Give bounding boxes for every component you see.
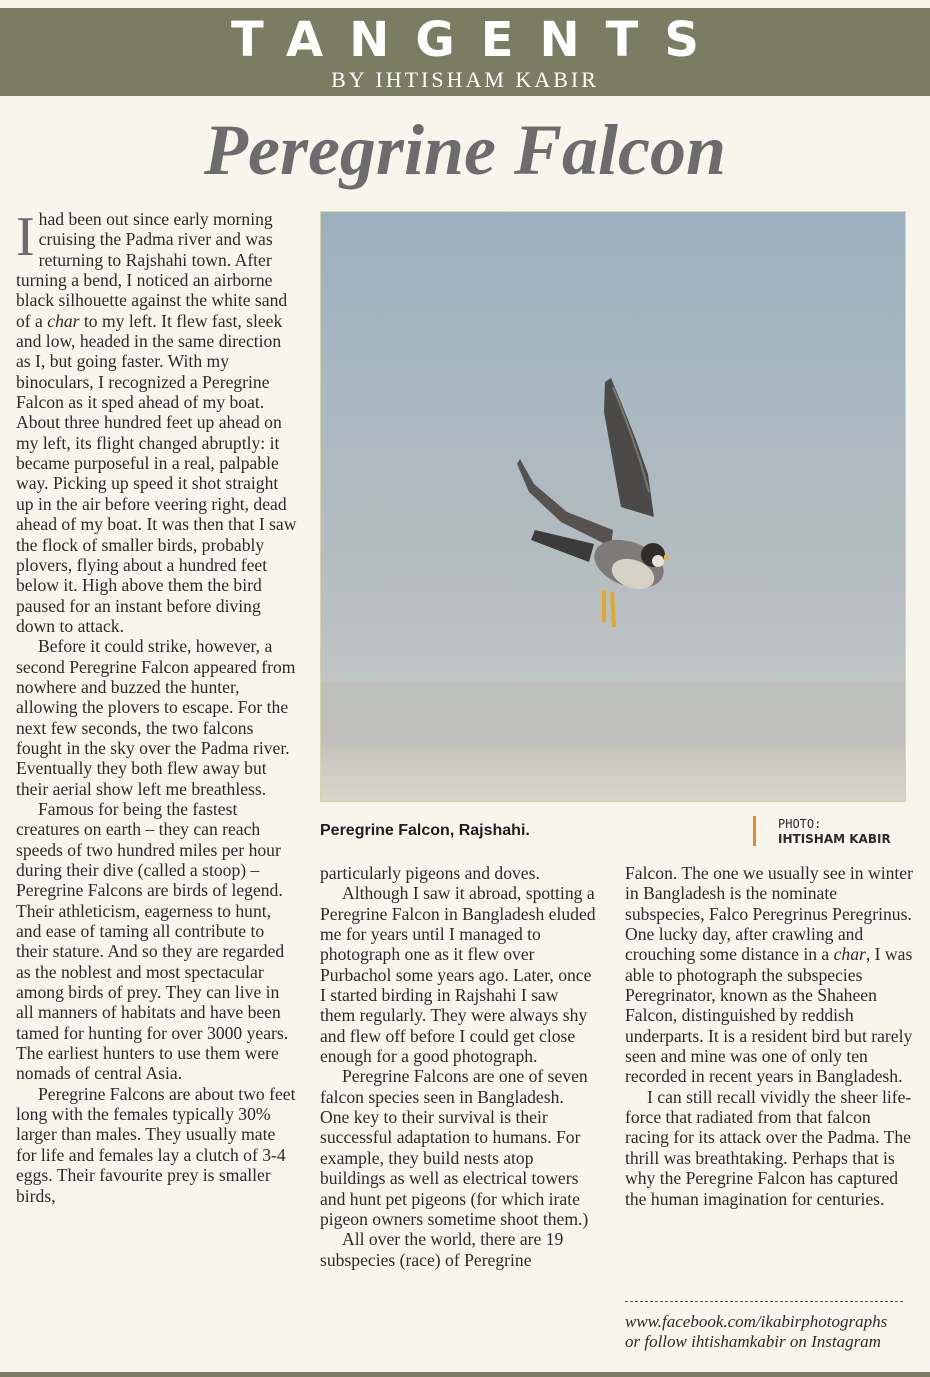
italic-term: char (833, 944, 866, 965)
drop-cap: I (16, 206, 35, 268)
facebook-link[interactable]: www.facebook.com/ikabirphotographs (625, 1312, 888, 1331)
paragraph: I can still recall vividly the sheer life-force that radiated from that falcon racing for its attack over the Padma. The thrill was breathtaking. Perhaps that is why the Peregrine Falcon has captured the human imagination for centuries. (625, 1086, 912, 1209)
masthead-banner (0, 8, 930, 96)
italic-term: char (47, 310, 80, 331)
paragraph: Peregrine Falcons are one of seven falcon species seen in Bangladesh. One key to their survival is their successful adaptation to humans. For example, they build nests atop buildings as well as electrical towers and hunt pet pigeons (for which irate pigeon owners sometime shoot them.) (320, 1066, 589, 1229)
photo-credit (778, 817, 891, 847)
bottom-border (0, 1372, 930, 1377)
paragraph: Peregrine Falcons are about two feet long with the females typically 30% larger than males. They usually mate for life and females lay a clutch of 3-4 eggs. Their favourite prey is smaller birds, (16, 1083, 296, 1206)
credit-label: PHOTO: (778, 817, 822, 831)
credit-accent-bar (753, 816, 756, 846)
footer-divider (625, 1301, 903, 1302)
paragraph-text: to my left. It flew fast, sleek and low, headed in the same direction as I, but going faster. With my binoculars, I recognized a Peregrine Falcon as it sped ahead of my boat. About three hundred feet up ahead on my left, its flight changed abruptly: it became purposeful in a real, palpable way. Picking up speed it shot straight up in the air before veering right, dead ahead of my boat. It was then that I saw the flock of smaller birds, probably plovers, flying about a hundred feet below it. High above them the bird paused for an instant before diving down to attack. (16, 310, 297, 636)
paragraph (16, 206, 300, 636)
byline: BY IHTISHAM KABIR (331, 67, 599, 92)
falcon-photo (320, 211, 906, 802)
falcon-illustration (321, 212, 905, 801)
credit-name: IHTISHAM KABIR (778, 832, 891, 846)
article-headline: Peregrine Falcon (204, 110, 726, 190)
photo-caption: Peregrine Falcon, Rajshahi. (320, 822, 530, 839)
paragraph: All over the world, there are 19 subspecies (race) of Peregrine (320, 1229, 564, 1270)
paragraph-text: , I was able to photograph the subspecies Peregrinator, known as the Shaheen Falcon, distinguished by reddish underparts. It is a resident bird but rarely seen and mine was one of only ten recorded in recent years in Bangladesh. (625, 944, 913, 1087)
instagram-note: or follow ihtishamkabir on Instagram (625, 1332, 881, 1351)
paragraph: Famous for being the fastest creatures on earth – they can reach speeds of two hundred miles per hour during their dive (called a stoop) – Peregrine Falcons are birds of legend. Their athleticism, eagerness to hunt, and ease of taming all contribute to their stature. And so they are regarded as the noblest and most spectacular among birds of prey. They can live in all manners of habitats and have been tamed for hunting for over 3000 years. The earliest hunters to use them were nomads of central Asia. (16, 798, 289, 1084)
column-title: TANGENTS (230, 12, 725, 68)
paragraph: Before it could strike, however, a second Peregrine Falcon appeared from nowhere and buzzed the hunter, allowing the plovers to escape. For the next few seconds, the two falcons fought in the sky over the Padma river. Eventually they both flew away but their aerial show left me breathless. (16, 636, 296, 799)
social-footer (625, 1312, 925, 1352)
paragraph (625, 863, 915, 1087)
paragraph: Although I saw it abroad, spotting a Peregrine Falcon in Bangladesh eluded me for years until I managed to photograph one as it flew over Purbachol some years ago. Later, once I started birding in Rajshahi I saw them regularly. They were always shy and flew off before I could get close enough for a good photograph. (320, 883, 596, 1067)
paragraph: particularly pigeons and doves. (320, 863, 540, 883)
paragraph-text: Falcon. The one we usually see in winter in Bangladesh is the nominate subspecies, Falco Peregrinus Peregrinus. One lucky day, after crawling and crouching some distance in a (625, 863, 913, 965)
article-column-3 (625, 863, 915, 1209)
article-column-1 (16, 206, 300, 1206)
article-column-2 (320, 863, 596, 1270)
paragraph-text: had been out since early morning cruising the Padma river and was returning to Rajshahi town. After turning a bend, I noticed an airborne black silhouette against the white sand of a (16, 209, 288, 331)
